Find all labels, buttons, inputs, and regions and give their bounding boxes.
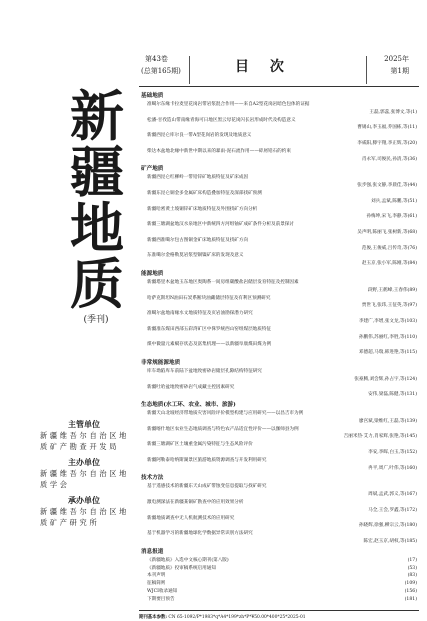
article-authors-page: 王磊,郭蕊,张博文,等(1) xyxy=(369,109,417,115)
article-title[interactable]: 新疆天山北坡经济带地质灾害风险评价模型构建与应用研究——以昌吉市为例 xyxy=(147,411,304,417)
notice-page: (156) xyxy=(404,589,417,595)
section-heading: 消息报道 xyxy=(141,548,164,555)
article-title[interactable]: 新疆地质调查中无人机航测技术的应用研究 xyxy=(147,515,235,521)
journal-frequency: (季刊) xyxy=(83,315,109,325)
article-authors-page: 李安,李晖,白玉,等(152) xyxy=(368,450,417,456)
article-authors-page: 安伟,梁磊,陈健,等(131) xyxy=(368,392,417,398)
article-authors-page: 范俊,王俊威,吕传奇,等(76) xyxy=(361,245,417,251)
article-title[interactable]: 新疆西昆仑库尔良一带A型花岗岩的发现及地质意义 xyxy=(147,133,252,139)
notice-item[interactable] xyxy=(139,588,419,596)
organizer-name: 新疆维吾尔自治区地质矿产勘查开发局 xyxy=(40,431,129,451)
notice-title: 本刊声明 xyxy=(147,573,166,579)
parameters-label: 期刊基本参数: xyxy=(139,614,167,620)
notice-title: 征稿简则 xyxy=(147,581,166,587)
total-issue-number: (总第165期) xyxy=(141,67,181,75)
article-authors-page: 冉平,周广,叶伟,等(160) xyxy=(368,465,417,471)
toc-title: 目 次 xyxy=(235,59,292,75)
cover-panel xyxy=(0,0,132,603)
article-title[interactable]: 新疆塔里木盆地玉东地区奥陶系一间房组碳酸盐岩储层发育特征及控制因素 xyxy=(147,279,299,285)
organizer-block xyxy=(38,414,130,528)
article-title[interactable]: 新疆喀什地区农业生态地质调查与特色农产品适宜性评价——以伽师县为例 xyxy=(147,426,299,432)
article-title[interactable]: 准噶尔东缘卡拉麦里花岗岩带岩浆混合作用——来自A2型花岗岩暗色包体的证据 xyxy=(147,102,310,107)
title-char: 地 xyxy=(70,196,122,260)
organizer-name: 新疆维吾尔自治区地质矿产研究所 xyxy=(40,507,129,527)
organizer-label: 主管单位 xyxy=(68,419,100,429)
article-authors-page: 曹锡山,李玉福,乔国栋,等(11) xyxy=(357,125,417,131)
organizer-label: 主办单位 xyxy=(68,457,100,467)
organizer-label: 承办单位 xyxy=(68,495,100,505)
notice-page: (83) xyxy=(407,573,417,579)
notice-page: (109) xyxy=(404,581,417,587)
article-title[interactable]: 新疆西昆仑红柳岭一带铅锌矿地质特征及矿床成因 xyxy=(147,175,249,181)
article-title[interactable]: 新疆吐哈盆地致密砂岩气成藏主控因素研究 xyxy=(147,384,235,390)
article-authors-page: 马全,王会,罗鑫,等(172) xyxy=(368,507,417,513)
article-title[interactable]: 新疆东昆仑铜金多金属矿床构造叠加特征及深部找矿预测 xyxy=(147,190,262,196)
section-heading: 生态地质(水工环、农业、城市、旅游) xyxy=(141,402,236,409)
section-heading: 能源地质 xyxy=(141,270,164,277)
title-char: 质 xyxy=(70,252,122,316)
article-authors-page: 吴声明,陈丽飞,张树新,等(68) xyxy=(357,229,417,235)
divider xyxy=(366,56,367,84)
article-title[interactable]: 库车坳陷库车前陆下盆地致密砂岩储层孔隙结构特征研究 xyxy=(147,368,262,374)
notice-title: 下期要目预告 xyxy=(147,596,175,602)
article-authors-page: 孙梅坤,宋飞,李静,等(61) xyxy=(366,214,417,220)
article-title[interactable]: 激电测深法在新疆某铜矿勘查中的应用效果分析 xyxy=(147,500,244,506)
article-title[interactable]: 基于遥感技术的新疆东天山成矿带蚀变信息提取与找矿研究 xyxy=(147,484,267,490)
issue-year: 2025年 xyxy=(384,55,409,63)
divider xyxy=(189,56,190,84)
article-authors-page: 张步强,张文静,李晨佳,等(44) xyxy=(357,183,417,189)
article-title[interactable]: 准噶尔盆地南缘水文地质特征及页岩油勘探潜力研究 xyxy=(147,311,253,317)
notice-item[interactable] xyxy=(139,557,419,565)
article-title[interactable]: 哈萨克斯坦N油田石炭系断块油藏储层特征及有利区预测研究 xyxy=(147,295,271,301)
section-heading: 基础地质 xyxy=(141,93,164,99)
article-authors-page: 周斌,孟武,郭义,等(167) xyxy=(368,492,417,498)
article-authors-page: 贾世飞,张玮,王征英,等(97) xyxy=(361,303,417,309)
article-authors-page: 肖永军,司俊民,孙清,等(36) xyxy=(361,156,417,162)
article-authors-page: 孙鹏伟,苏丽红,李胜,等(110) xyxy=(358,334,417,340)
article-authors-page: 李威阳,滕宇翔,李正辉,等(20) xyxy=(357,140,417,146)
article-authors-page: 段野,王鹤峰,王春伟(89) xyxy=(367,287,417,293)
notice-title: 《新疆地质》入选中文核心期刊(第八版) xyxy=(147,557,229,563)
table-of-contents xyxy=(139,87,419,604)
article-authors-page: 邓德超,马瑞,韩进艳,等(115) xyxy=(358,350,417,356)
issue-number: 第1期 xyxy=(390,67,409,75)
article-title[interactable]: 松潘-甘孜造山带南缘青海可日地区黑云母花岗闪长岩形成时代及构造意义 xyxy=(147,117,296,123)
article-title[interactable]: 新疆准东煤田西部五彩湾矿区中侏罗统西山窑组煤层地质特征 xyxy=(147,326,272,332)
section-heading: 非常规能源地质 xyxy=(141,359,181,366)
parameters-value: CN 65-1092/P*1983*q*A4*199*zh*P*¥50.00*400*25*2025-01 xyxy=(168,614,306,620)
notice-title: WJCI收录通知 xyxy=(147,589,178,595)
volume-number: 第43卷 xyxy=(145,55,168,63)
notice-item[interactable] xyxy=(139,580,419,588)
article-authors-page: 孙晓辉,徐强,柳宗云,等(180) xyxy=(358,523,417,529)
masthead xyxy=(139,54,419,87)
article-authors-page: 赵玉京,张小军,陈刚,等(84) xyxy=(361,261,417,267)
title-char: 疆 xyxy=(70,140,122,204)
organizer-name: 新疆维吾尔自治区地质学会 xyxy=(40,469,129,489)
article-title[interactable]: 东准噶尔金格勒莫岩浆型铜镍矿床的发现及意义 xyxy=(147,253,244,259)
article-authors-page: 吉丽米热·艾力,肖家辉,张艳,等(145) xyxy=(343,434,417,440)
contents-panel xyxy=(139,54,419,621)
article-title[interactable]: 基于机器学习的新疆地球化学数据异常识别方法研究 xyxy=(147,531,253,537)
notice-item[interactable] xyxy=(139,565,419,573)
section-heading: 技术方法 xyxy=(141,475,164,482)
notice-item[interactable] xyxy=(139,572,419,580)
article-authors-page: 陈宏,赵玉京,胡权,等(185) xyxy=(363,539,417,545)
notice-page: (17) xyxy=(407,557,417,563)
article-authors-page: 张豪腾,刘会辉,孙占宇,等(124) xyxy=(354,376,417,382)
article-title[interactable]: 新疆三塘湖矿区土壤重金属污染特征与生态风险评价 xyxy=(147,442,253,448)
article-authors-page: 廖宫斌,梁维红,王磊,等(139) xyxy=(358,418,417,424)
article-title[interactable]: 新疆西准噶尔包古图铜金矿床地质特征及找矿方向 xyxy=(147,237,249,243)
article-authors-page: 李建广,李增,张文龙,等(103) xyxy=(358,318,417,324)
notice-page: (53) xyxy=(407,565,417,571)
notice-title: 《新疆地质》投审稿系统启用通知 xyxy=(147,565,216,571)
journal-title xyxy=(60,84,132,316)
article-title[interactable]: 柴达木盆地北缘中新世中期以来的暴雨-泥石流作用——碎屑锆石的约束 xyxy=(147,148,291,154)
article-authors-page: 刘兵,孟斌,陈鹏,等(51) xyxy=(371,198,417,204)
section-heading: 矿产地质 xyxy=(141,166,164,173)
notice-page: (181) xyxy=(404,596,417,602)
article-title[interactable]: 新疆哈密黄土坡铜锌矿床地质特征及外围找矿方向分析 xyxy=(147,206,258,212)
article-title[interactable]: 煤中微量元素赋存状态及富集机理——以新疆阜康煤田煤为例 xyxy=(147,342,272,348)
article-title[interactable]: 新疆三塘湖盆地汉水泉地区中新统四方河组铀矿成矿条件分析及前景探讨 xyxy=(147,222,295,228)
notice-item[interactable] xyxy=(139,596,419,604)
title-char: 新 xyxy=(70,84,122,148)
journal-parameters xyxy=(139,610,419,621)
article-title[interactable]: 新疆阿勒泰哈纳斯湖景区旅游地质资源调查与开发利用研究 xyxy=(147,457,267,463)
